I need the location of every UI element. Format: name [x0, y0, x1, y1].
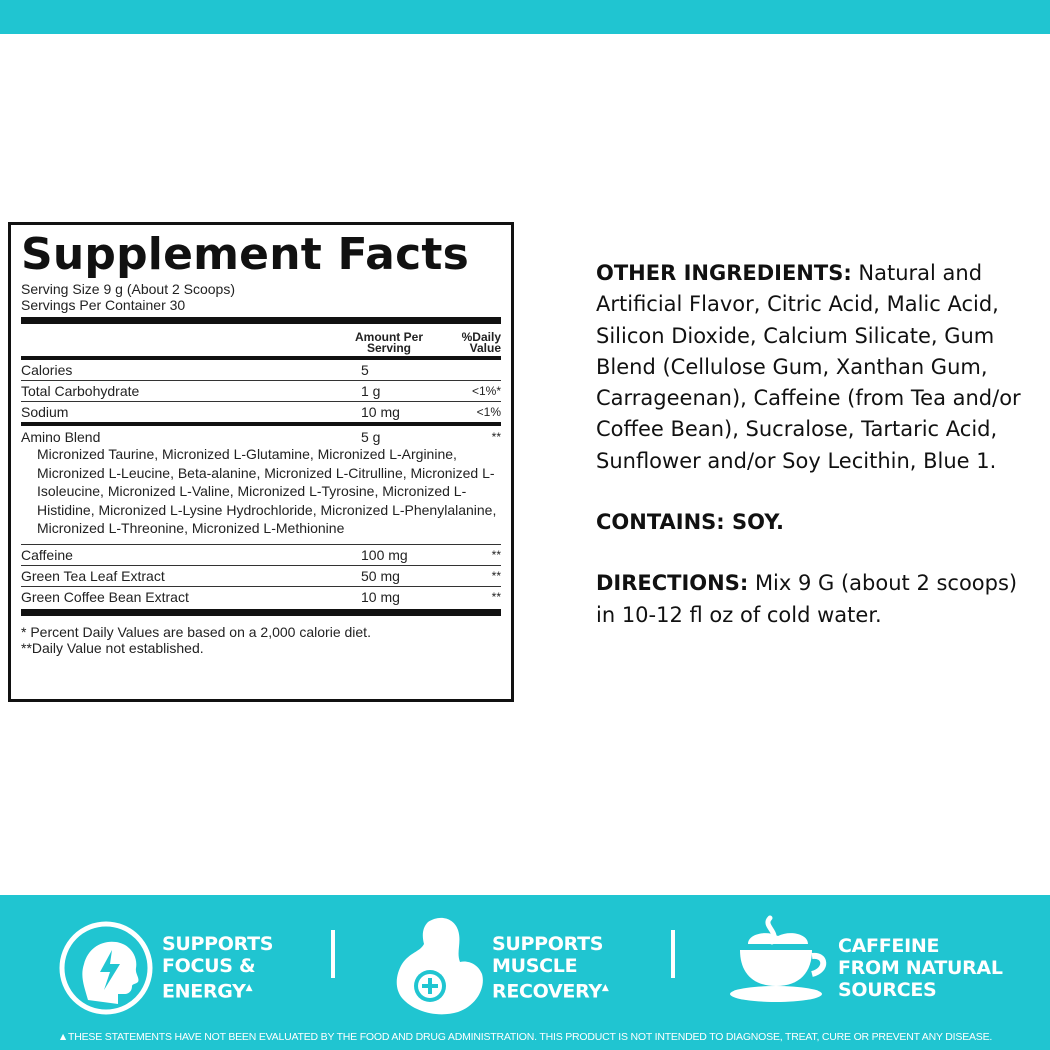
nutrient-name: Sodium: [21, 404, 69, 420]
badge-line: MUSCLE: [492, 955, 578, 977]
thick-rule: [21, 609, 501, 616]
nutrient-amount: 100 mg: [361, 546, 408, 563]
facts-row-carbohydrate: [21, 381, 501, 401]
facts-title: Supplement Facts: [21, 229, 469, 280]
badge-line: SOURCES: [838, 979, 937, 1001]
badge-mark: ▲: [245, 983, 253, 993]
badge-muscle-recovery: [492, 933, 608, 1002]
divider: [671, 930, 675, 978]
nutrient-dv: **: [491, 568, 501, 583]
badge-line: SUPPORTS: [162, 933, 274, 955]
nutrient-name: Amino Blend: [21, 429, 101, 445]
nutrient-name: Green Coffee Bean Extract: [21, 588, 189, 605]
badge-focus-energy: [162, 933, 273, 1002]
nutrient-amount: 5 g: [361, 429, 381, 445]
coffee-cup-icon: [726, 914, 830, 1006]
nutrient-dv: **: [491, 430, 501, 444]
facts-row-green-coffee: [21, 587, 501, 607]
contains: [596, 507, 1026, 538]
footnotes: [21, 616, 501, 656]
servings-per-container: Servings Per Container 30: [21, 297, 186, 313]
contains-text: SOY.: [724, 510, 784, 535]
other-ingredients: [596, 258, 1026, 477]
badge-line: [492, 977, 608, 1002]
badge-line-text: RECOVERY: [492, 980, 602, 1003]
header-amount-per-serving: Amount Per Serving: [354, 330, 423, 355]
badge-line: [162, 977, 273, 1002]
badge-line-text: ENERGY: [162, 980, 246, 1003]
badge-line: CAFFEINE: [838, 935, 940, 957]
nutrient-amount: 10 mg: [361, 404, 400, 420]
amino-blend-list: Micronized Taurine, Micronized L-Glutamine, Micronized L-Arginine, Micronized L-Leucine, Beta-alanine, Micronized L-Citrulline, Micronized L-Isoleucine, Micronized L-Valine, Micronized L-Tyrosine, Micronized L-Histidine, Micronized L-Lysine Hydrochloride, Micronized L-Phenylalanine, Micronized L-Threonine, Micronized L-Methionine: [37, 446, 497, 536]
fda-disclaimer: ▲THESE STATEMENTS HAVE NOT BEEN EVALUATED BY THE FOOD AND DRUG ADMINISTRATION. THIS PRODUCT IS NOT INTENDED TO DIAGNOSE, TREAT, CURE OR PREVENT ANY DISEASE.: [57, 1031, 993, 1043]
badge-mark: ▲: [601, 983, 609, 993]
badge-natural-caffeine: [838, 935, 1003, 1001]
badge-line: SUPPORTS: [492, 933, 604, 955]
directions-text: Mix 9 G (about 2 scoops) in 10-12 fl oz of cold water.: [596, 571, 1018, 627]
facts-header-row: [21, 324, 501, 356]
header-daily-value: %Daily Value: [461, 330, 501, 355]
top-band: [0, 0, 1050, 34]
nutrient-dv: <1%*: [471, 384, 501, 398]
flexed-arm-plus-icon: [388, 912, 492, 1018]
contains-label: CONTAINS:: [596, 510, 725, 535]
ingredients-column: [596, 258, 1026, 631]
supplement-facts-panel: [8, 222, 514, 702]
footnote-daily-values: * Percent Daily Values are based on a 2,000 calorie diet.: [21, 623, 371, 640]
facts-row-amino-blend: [21, 426, 501, 448]
head-lightning-icon: [58, 920, 154, 1016]
thick-rule: [21, 317, 501, 324]
directions: [596, 568, 1026, 631]
serving-size: Serving Size 9 g (About 2 Scoops): [21, 281, 236, 297]
other-ingredients-text: Natural and Artificial Flavor, Citric Acid, Malic Acid, Silicon Dioxide, Calcium Silicate, Gum Blend (Cellulose Gum, Xanthan Gum, Carrageenan), Caffeine (from Tea and/or Coffee Bean), Sucralose, Tartaric Acid, Sunflower and/or Soy Lecithin, Blue 1.: [596, 261, 1021, 473]
facts-row-calories: [21, 360, 501, 380]
facts-row-caffeine: [21, 545, 501, 565]
facts-row-green-tea: [21, 566, 501, 586]
badge-line: FROM NATURAL: [838, 957, 1003, 979]
nutrient-name: Total Carbohydrate: [21, 383, 140, 399]
nutrient-name: Caffeine: [21, 546, 73, 563]
divider: [331, 930, 335, 978]
badge-line: FOCUS &: [162, 955, 256, 977]
nutrient-dv: <1%: [476, 405, 501, 419]
nutrient-name: Calories: [21, 362, 73, 378]
nutrient-amount: 5: [361, 362, 369, 378]
directions-label: DIRECTIONS:: [596, 571, 749, 596]
nutrient-dv: **: [491, 589, 501, 604]
nutrient-name: Green Tea Leaf Extract: [21, 567, 165, 584]
footnote-not-established: **Daily Value not established.: [21, 639, 204, 656]
nutrient-amount: 50 mg: [361, 567, 400, 584]
facts-row-sodium: [21, 402, 501, 422]
nutrient-dv: **: [491, 547, 501, 562]
nutrient-amount: 1 g: [361, 383, 381, 399]
amino-blend-section: [21, 426, 501, 544]
other-ingredients-label: OTHER INGREDIENTS:: [596, 261, 852, 285]
nutrient-amount: 10 mg: [361, 588, 400, 605]
